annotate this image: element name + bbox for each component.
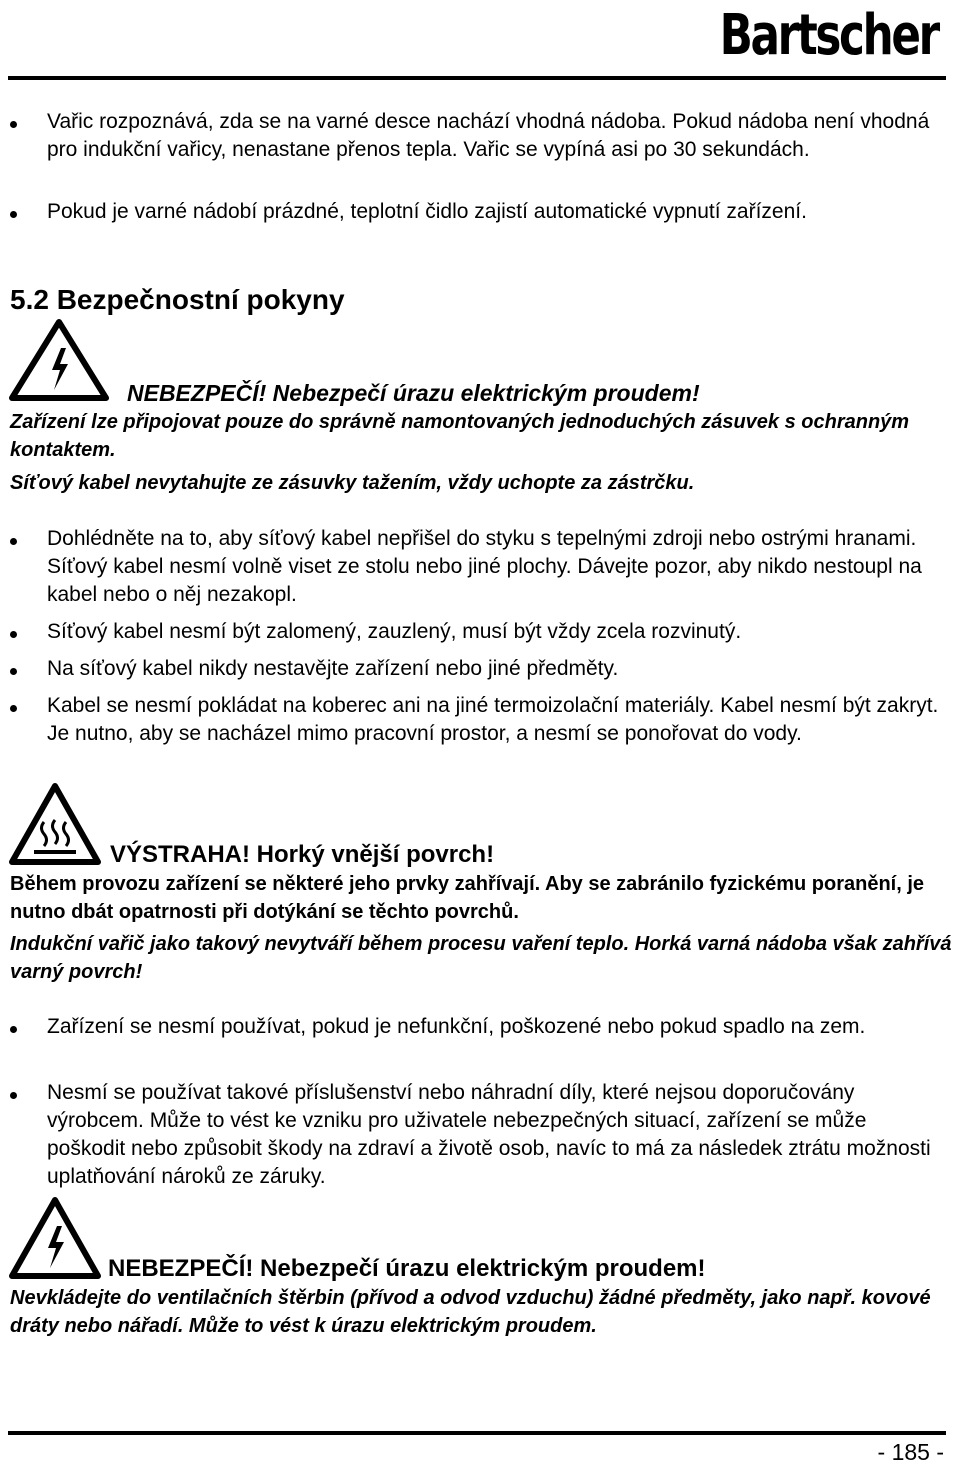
- bartscher-logo: Bartscher: [719, 3, 938, 68]
- warning-text: Nevkládejte do ventilačních štěrbin (přívod a odvod vzduchu) žádné předměty, jako např. kovové dráty nebo nářadí. Může to vést k úrazu elektrickým proudem.: [10, 1287, 931, 1337]
- warning-text: Síťový kabel nevytahujte ze zásuvky tažením, vždy uchopte za zástrčku.: [10, 472, 695, 494]
- bullet-icon: [10, 538, 17, 545]
- list-item: Na síťový kabel nikdy nestavějte zařízení nebo jiné předměty.: [47, 657, 619, 680]
- list-item: Nesmí se používat takové příslušenství nebo náhradní díly, které nejsou doporučovány výrobcem. Může to vést ke vzniku pro uživatele nebezpečných situací, zařízení se může poškodit nebo způsobit škody na zdraví a životě osob, navíc to má za následek ztrátu možnosti uplatňování nároků ze záruky.: [47, 1081, 931, 1188]
- warning-text: Zařízení lze připojovat pouze do správně namontovaných jednoduchých zásuvek s ochranným kontaktem.: [10, 411, 910, 461]
- electric-hazard-icon: [8, 1196, 102, 1280]
- header-rule: [8, 76, 946, 80]
- bullet-icon: [10, 211, 17, 218]
- bullet-icon: [10, 631, 17, 638]
- warning-text: Indukční vařič jako takový nevytváří během procesu vaření teplo. Horká varná nádoba však zahřívá varný povrch!: [10, 933, 952, 983]
- bullet-icon: [10, 121, 17, 128]
- bullet-icon: [10, 705, 17, 712]
- warning-text: Během provozu zařízení se některé jeho prvky zahřívají. Aby se zabránilo fyzickému poranění, je nutno dbát opatrnosti při dotýkání se těchto povrchů.: [10, 873, 925, 923]
- electric-hazard-icon: [8, 318, 110, 402]
- page-number: - 185 -: [877, 1439, 944, 1465]
- list-item: Kabel se nesmí pokládat na koberec ani na jiné termoizolační materiály. Kabel nesmí být zakryt. Je nutno, aby se nacházel mimo pracovní prostor, a nesmí se ponořovat do vody.: [47, 694, 939, 745]
- warning-title: NEBEZPEČÍ! Nebezpečí úrazu elektrickým proudem!: [108, 1255, 706, 1282]
- bullet-icon: [10, 1092, 17, 1099]
- list-item: Síťový kabel nesmí být zalomený, zauzlený, musí být vždy zcela rozvinutý.: [47, 620, 742, 643]
- bullet-icon: [10, 1026, 17, 1033]
- section-heading: 5.2 Bezpečnostní pokyny: [10, 284, 345, 315]
- warning-title: VÝSTRAHA! Horký vnější povrch!: [110, 841, 495, 868]
- list-item: Zařízení se nesmí používat, pokud je nefunkční, poškozené nebo pokud spadlo na zem.: [47, 1015, 866, 1038]
- list-item: Vařic rozpoznává, zda se na varné desce nachází vhodná nádoba. Pokud nádoba není vhodná pro indukční vařicy, nenastane přenos tepla. Vařic se vypíná asi po 30 sekundách.: [47, 110, 930, 161]
- list-item: Pokud je varné nádobí prázdné, teplotní čidlo zajistí automatické vypnutí zařízení.: [47, 200, 807, 223]
- list-item: Dohlédněte na to, aby síťový kabel nepřišel do styku s tepelnými zdroji nebo ostrými hranami. Síťový kabel nesmí volně viset ze stolu nebo jiné plochy. Dávejte pozor, aby nikdo nestoupl na kabel nebo o něj nezakopl.: [47, 527, 922, 606]
- bullet-icon: [10, 668, 17, 675]
- hot-surface-icon: [8, 782, 102, 866]
- warning-title: NEBEZPEČÍ! Nebezpečí úrazu elektrickým proudem!: [127, 380, 700, 406]
- footer-rule: [8, 1431, 946, 1435]
